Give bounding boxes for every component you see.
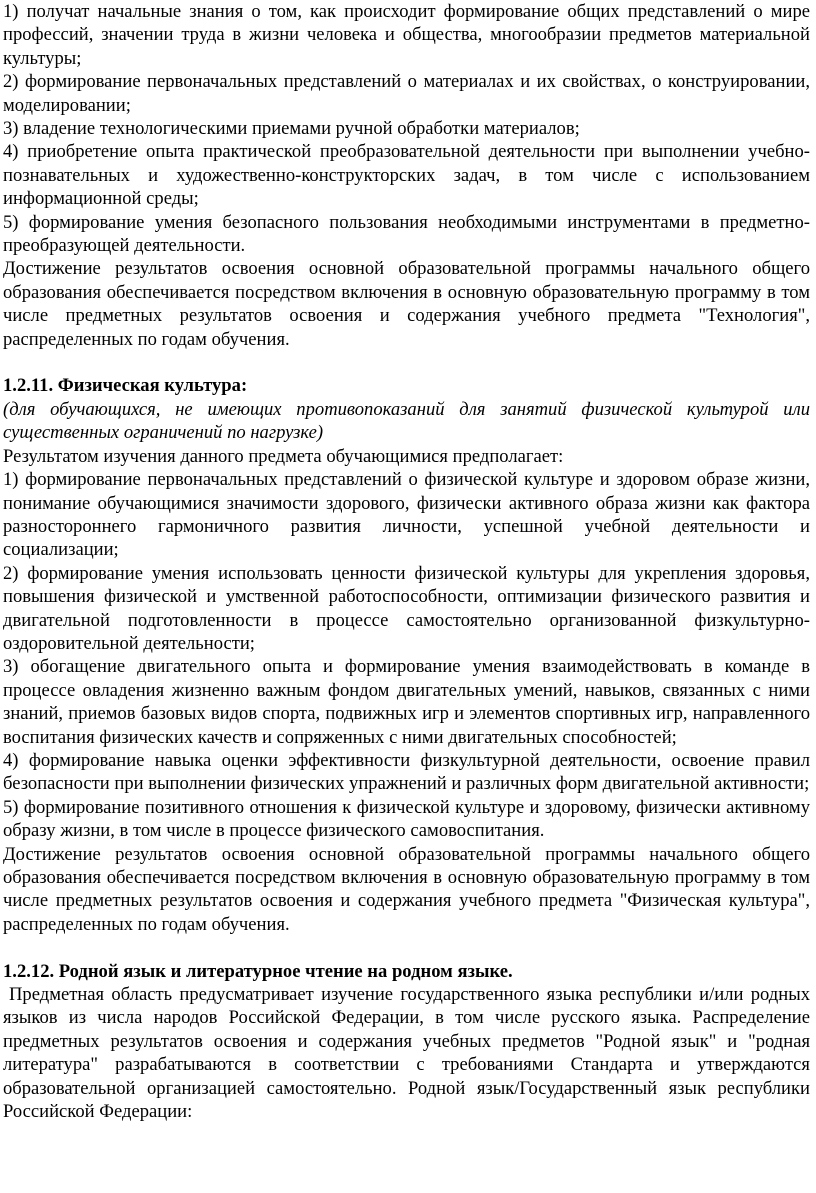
native-language-body: Предметная область предусматривает изучение государственного языка республики и/или родных языков из числа народов Российской Федерации, в том числе русского языка. Распределение предметных результатов освоения и содержания учебных предметов "Родной язык" и "родная литература" разрабатываются в соответствии с требованиями Стандарта и утверждаются образовательной организацией самостоятельно. Родной язык/Государственный язык республики Российской Федерации: bbox=[3, 984, 810, 1123]
technology-item-1: 1) получат начальные знания о том, как происходит формирование общих представлений о мире профессий, значении труда в жизни человека и общества, многообразии предметов материальной культуры; bbox=[3, 1, 810, 69]
physical-education-item-4: 4) формирование навыка оценки эффективности физкультурной деятельности, освоение правил безопасности при выполнении физических упражнений и различных форм двигательной активности; bbox=[3, 749, 810, 795]
native-language-section bbox=[3, 960, 810, 1124]
physical-education-section bbox=[3, 374, 810, 936]
technology-item-4: 4) приобретение опыта практической преобразовательной деятельности при выполнении учебно-познавательных и художественно-конструкторских задач, в том числе с использованием информационной среды; bbox=[3, 141, 810, 210]
physical-education-item-3: 3) обогащение двигательного опыта и формирование умения взаимодействовать в команде в процессе овладения жизненно важным фондом двигательных умений, навыков, связанных с ними знаний, приемов базовых видов спорта, подвижных игр и элементов спортивных игр, направленного воспитания физических качеств и сопряженных с ними двигательных способностей; bbox=[3, 656, 810, 748]
physical-education-item-2: 2) формирование умения использовать ценности физической культуры для укрепления здоровья, повышения физической и умственной работоспособности, оптимизации физического развития и двигательной подготовленности в процессе самостоятельно организованной физкультурно-оздоровительной деятельности; bbox=[3, 562, 810, 654]
physical-education-intro: Результатом изучения данного предмета обучающимися предполагает: bbox=[3, 445, 564, 467]
physical-education-summary: Достижение результатов освоения основной образовательной программы начального общего образования обеспечивается посредством включения в основную образовательную программу в том числе предметных результатов освоения и содержания учебного предмета "Физическая культура", распределенных по годам обучения. bbox=[3, 843, 810, 935]
physical-education-note: (для обучающихся, не имеющих противопоказаний для занятий физической культурой или существенных ограничений по нагрузке) bbox=[3, 398, 810, 444]
physical-education-heading: 1.2.11. Физическая культура: bbox=[3, 375, 248, 397]
technology-item-2: 2) формирование первоначальных представлений о материалах и их свойствах, о конструировании, моделировании; bbox=[3, 71, 810, 116]
native-language-heading: 1.2.12. Родной язык и литературное чтение на родном языке. bbox=[3, 960, 513, 982]
technology-item-5: 5) формирование умения безопасного пользования необходимыми инструментами в предметно-преобразующей деятельности. bbox=[3, 211, 810, 257]
physical-education-item-1: 1) формирование первоначальных представлений о физической культуре и здоровом образе жизни, понимание обучающимися значимости здорового, физически активного образа жизни как фактора разностороннего гармоничного развития личности, успешной учебной деятельности и социализации; bbox=[3, 469, 810, 561]
physical-education-item-5: 5) формирование позитивного отношения к физической культуре и здоровому, физически активному образу жизни, в том числе в процессе физического самовоспитания. bbox=[3, 796, 810, 842]
technology-summary: Достижение результатов освоения основной образовательной программы начального общего образования обеспечивается посредством включения в основную образовательную программу в том числе предметных результатов освоения и содержания учебного предмета "Технология", распределенных по годам обучения. bbox=[3, 258, 810, 350]
technology-item-3: 3) владение технологическими приемами ручной обработки материалов; bbox=[3, 118, 580, 140]
technology-results-section bbox=[3, 0, 810, 351]
